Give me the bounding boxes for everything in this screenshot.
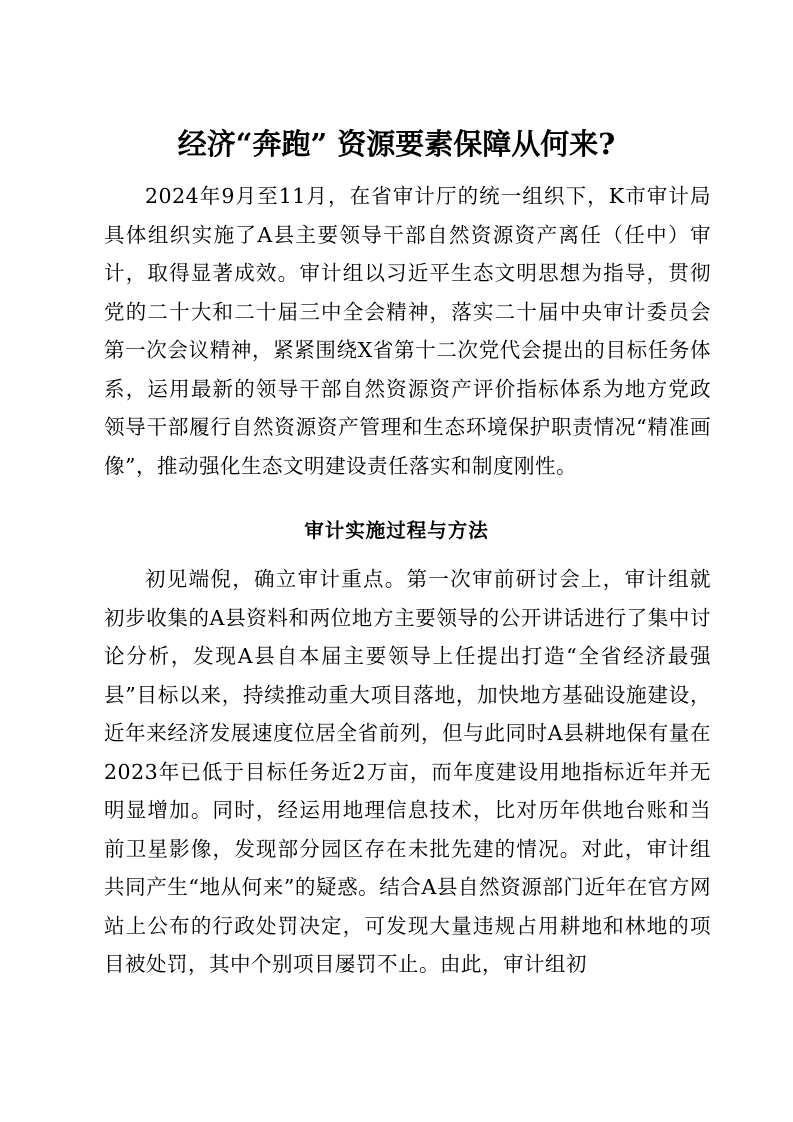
body-paragraph-block (104, 560, 711, 984)
intro-paragraph-block (104, 177, 711, 485)
document-title: 经济“奔跑” 资源要素保障从何来? (177, 127, 616, 161)
intro-paragraph: 2024年9月至11月，在省审计厅的统一组织下，K市审计局具体组织实施了A县主要领导干部自然资源资产离任（任中）审计，取得显著成效。审计组以习近平生态文明思想为指导，贯彻党的二十大和二十届三中全会精神，落实二十届中央审计委员会第一次会议精神，紧紧围绕X省第十二次党代会提出的目标任务体系，运用最新的领导干部自然资源资产评价指标体系为地方党政领导干部履行自然资源资产管理和生态环境保护职责情况“精准画像”，推动强化生态文明建设责任落实和制度刚性。 (104, 184, 711, 478)
body-paragraph: 初见端倪，确立审计重点。第一次审前研讨会上，审计组就初步收集的A县资料和两位地方主要领导的公开讲话进行了集中讨论分析，发现A县自本届主要领导上任提出打造“全省经济最强县”目标以来，持续推动重大项目落地，加快地方基础设施建设，近年来经济发展速度位居全省前列，但与此同时A县耕地保有量在2023年已低于目标任务近2万亩，而年度建设用地指标近年并无明显增加。同时，经运用地理信息技术，比对历年供地台账和当前卫星影像，发现部分园区存在未批先建的情况。对此，审计组共同产生“地从何来”的疑惑。结合A县自然资源部门近年在官方网站上公布的行政处罚决定，可发现大量违规占用耕地和林地的项目被处罚，其中个别项目屡罚不止。由此，审计组初 (104, 567, 711, 976)
section-heading: 审计实施过程与方法 (304, 519, 489, 542)
